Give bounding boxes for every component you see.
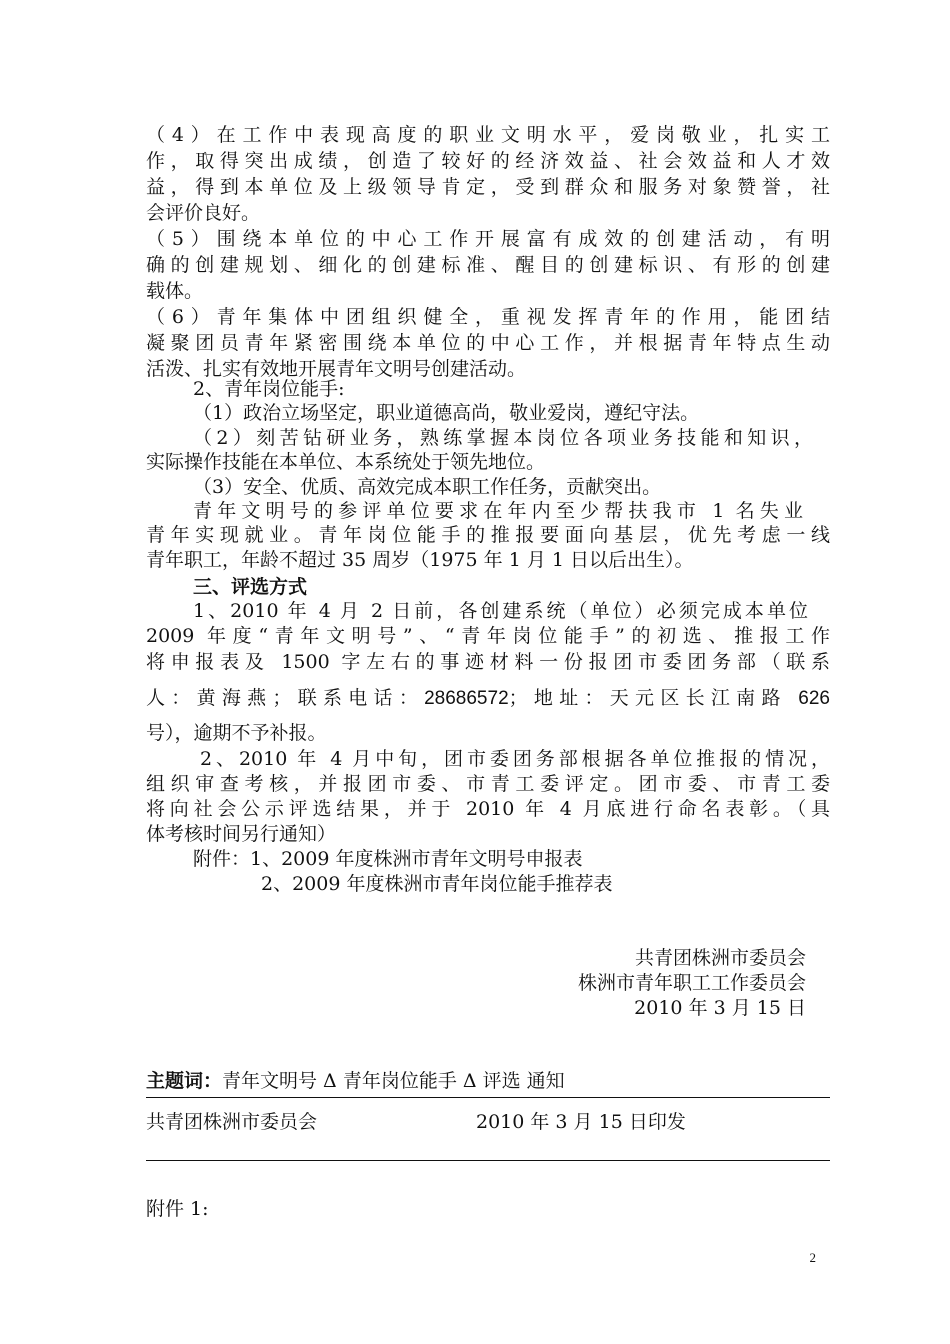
keywords-label: 主题词：: [146, 1071, 223, 1092]
text-line: 人：黄海燕；联系电话：28686572；地址：天元区长江南路 626: [146, 688, 830, 709]
text-line: 体考核时间另行通知）: [146, 823, 337, 845]
text-line: 会评价良好。: [146, 202, 261, 224]
text-line: 实际操作技能在本单位、本系统处于领先地位。: [146, 451, 546, 473]
text-line: 2009 年度“青年文明号”、“青年岗位能手”的初选、推报工作: [146, 625, 830, 647]
attachment-item: 2、2009 年度株洲市青年岗位能手推荐表: [261, 873, 613, 895]
text-line: （4）在工作中表现高度的职业文明水平，爱岗敬业，扎实工: [146, 124, 830, 146]
text-line: 1、2010 年 4 月 2 日前，各创建系统（单位）必须完成本单位: [193, 600, 808, 622]
print-date: 2010 年 3 月 15 日印发: [476, 1111, 686, 1133]
text-line: （1）政治立场坚定，职业道德高尚，敬业爱岗，遵纪守法。: [193, 402, 700, 424]
text-line: 组织审查考核，并报团市委、市青工委评定。团市委、市青工委: [146, 773, 830, 795]
text-line: （6）青年集体中团组织健全，重视发挥青年的作用，能团结: [146, 306, 830, 328]
text-line: （2）刻苦钻研业务，熟练掌握本岗位各项业务技能和知识，: [193, 427, 813, 449]
section-heading: 三、评选方式: [193, 576, 308, 598]
page-number: 2: [809, 1250, 816, 1265]
issuer: 共青团株洲市委员会: [146, 1111, 318, 1133]
text-line: 青年文明号的参评单位要求在年内至少帮扶我市 1 名失业: [193, 500, 803, 522]
signature-org: 共青团株洲市委员会: [634, 947, 806, 969]
signature-date: 2010 年 3 月 15 日: [634, 997, 806, 1019]
annex-label: 附件 1:: [146, 1198, 209, 1220]
keywords-text: 青年文明号 Δ 青年岗位能手 Δ 评选 通知: [222, 1070, 565, 1092]
text-line: 益，得到本单位及上级领导肯定，受到群众和服务对象赞誉，社: [146, 176, 830, 198]
attachment-item: 附件：1、2009 年度株洲市青年文明号申报表: [193, 848, 583, 870]
keywords-line: [146, 1069, 830, 1094]
text-line: 号），逾期不予补报。: [146, 722, 327, 744]
text-line: 将向社会公示评选结果，并于 2010 年 4 月底进行命名表彰。（具: [146, 798, 830, 820]
divider: [146, 1160, 830, 1161]
text-line: 青年职工，年龄不超过 35 周岁（1975 年 1 月 1 日以后出生）。: [146, 549, 694, 571]
text-line: 活泼、扎实有效地开展青年文明号创建活动。: [146, 358, 527, 380]
text-line: 2、2010 年 4 月中旬，团市委团务部根据各单位推报的情况，: [200, 748, 830, 770]
text-line: 确的创建规划、细化的创建标准、醒目的创建标识、有形的创建: [146, 254, 830, 276]
section-heading: 2、青年岗位能手:: [193, 378, 345, 400]
text-line: 将申报表及 1500 字左右的事迹材料一份报团市委团务部（联系: [146, 651, 830, 673]
text-line: 作，取得突出成绩，创造了较好的经济效益、社会效益和人才效: [146, 150, 830, 172]
text-line: 青年实现就业。青年岗位能手的推报要面向基层，优先考虑一线: [146, 524, 830, 546]
divider: [146, 1097, 830, 1098]
text-line: 载体。: [146, 280, 204, 302]
signature-org: 株洲市青年职工工作委员会: [577, 972, 806, 994]
text-line: （3）安全、优质、高效完成本职工作任务，贡献突出。: [193, 476, 662, 498]
text-line: 凝聚团员青年紧密围绕本单位的中心工作，并根据青年特点生动: [146, 332, 830, 354]
text-line: （5）围绕本单位的中心工作开展富有成效的创建活动，有明: [146, 228, 830, 250]
